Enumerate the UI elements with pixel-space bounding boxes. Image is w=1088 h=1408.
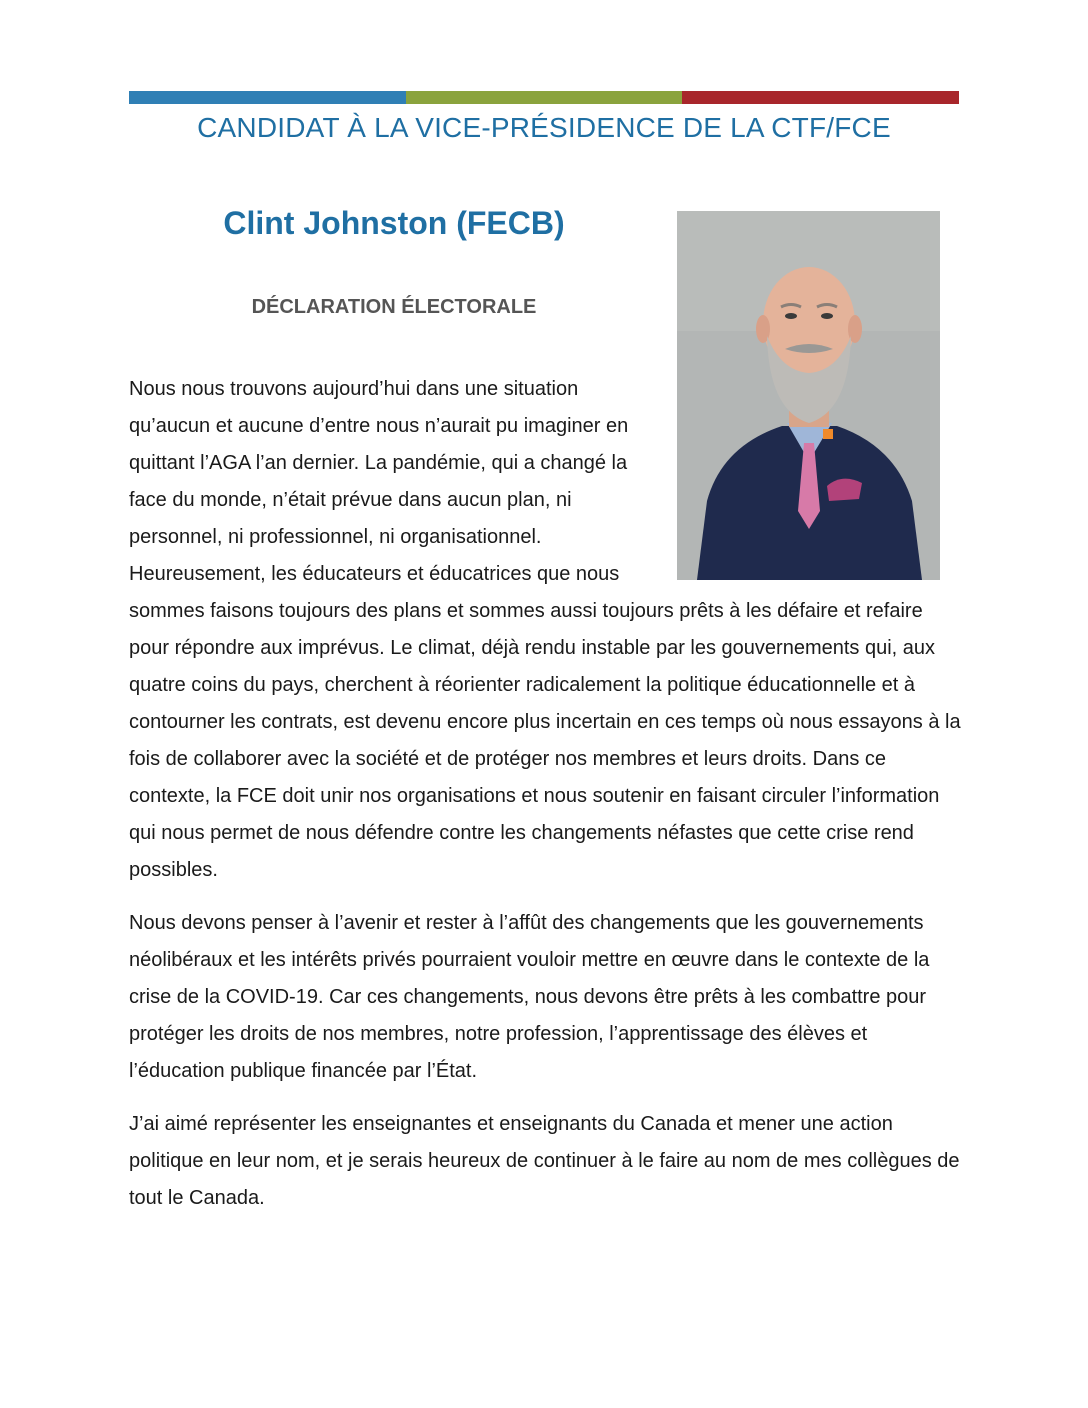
photo-wrap-spacer (656, 371, 964, 579)
color-bar-red (682, 91, 959, 104)
statement-body (129, 371, 964, 1233)
color-bar-green (406, 91, 683, 104)
statement-paragraph-3: J’ai aimé représenter les enseignantes et enseignants du Canada et mener une action politique en leur nom, et je serais heureux de continuer à le faire au nom de mes collègues de tout le Canada. (129, 1113, 960, 1209)
statement-paragraph-2: Nous devons penser à l’avenir et rester à l’affût des changements que les gouvernements néolibéraux et les intérêts privés pourraient vouloir mettre en œuvre dans le contexte de la crise de la COVID-19. Car ces changements, nous devons être prêts à les combattre pour protéger les droits de nos membres, notre profession, l’apprentissage des élèves et l’éducation publique financée par l’État. (129, 912, 930, 1082)
color-bar-blue (129, 91, 406, 104)
header-color-bar (129, 91, 959, 104)
statement-heading: DÉCLARATION ÉLECTORALE (251, 296, 537, 318)
candidate-name: Clint Johnston (FECB) (223, 205, 565, 241)
page-title: CANDIDAT À LA VICE-PRÉSIDENCE DE LA CTF/FCE (197, 112, 891, 143)
statement-paragraph-1: Nous nous trouvons aujourd’hui dans une situation qu’aucun et aucune d’entre nous n’aurait pu imaginer en quittant l’AGA l’an dernier. La pandémie, qui a changé la face du monde, n’était prévue dans aucun plan, ni personnel, ni professionnel, ni organisationnel. Heureusement, les éducateurs et éducatrices que nous sommes faisons toujours des plans et sommes aussi toujours prêts à les défaire et refaire pour répondre aux imprévus. Le climat, déjà rendu instable par les gouvernements qui, aux quatre coins du pays, cherchent à réorienter radicalement la politique éducationnelle et à contourner les contrats, est devenu encore plus incertain en ces temps où nous essayons à la fois de collaborer avec la société et de protéger nos membres et leurs droits. Dans ce contexte, la FCE doit unir nos organisations et nous soutenir en faisant circuler l’information qui nous permet de nous défendre contre les changements néfastes que cette crise rend possibles. (129, 378, 961, 881)
